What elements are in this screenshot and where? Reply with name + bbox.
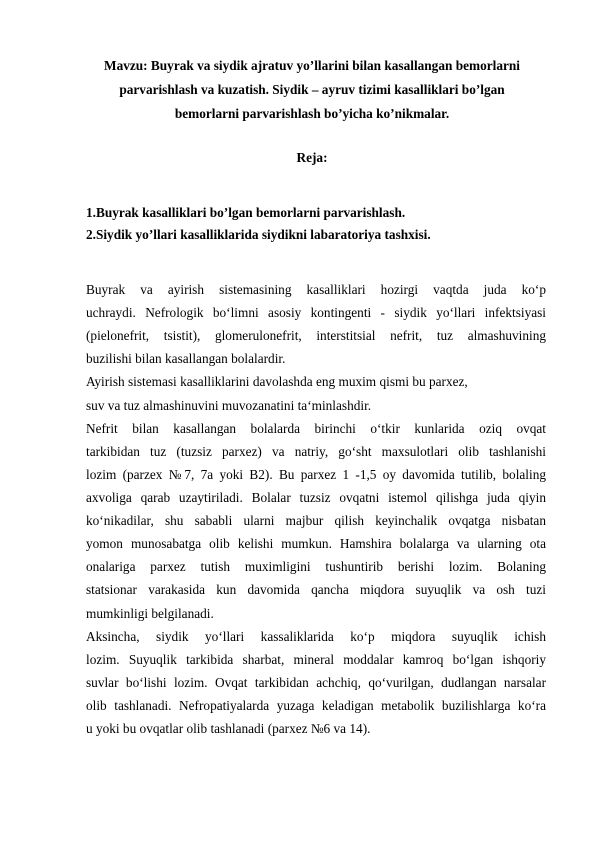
body-line: ko‘nikadilar, shu sababli ularni majbur qilish keyinchalik ovqatga nisbatan <box>86 513 546 529</box>
body-line: tarkibidan tuz (tuzsiz parxez) va natriy, go‘sht maxsulotlari olib tashlanishi <box>86 443 546 459</box>
body-line: statsionar varakasida kun davomida qancha miqdora suyuqlik va osh tuzi <box>86 582 546 598</box>
plan-list <box>86 202 431 246</box>
body-line: Buyrak va ayirish sistemasining kasalliklari hozirgi vaqtda juda ko‘p <box>86 282 546 297</box>
plan-heading: Reja: <box>296 150 328 165</box>
body-line: (pielonefrit, tsistit), glomerulonefrit, interstitsial nefrit, tuz almashuvining <box>86 328 546 344</box>
body-line: lozim (parzex №7, 7a yoki B2). Bu parxez 1 -1,5 oy davomida tutilib, bolaling <box>86 466 546 482</box>
body-line: suvlar bo‘lishi lozim. Ovqat tarkibidan achchiq, qo‘vurilgan, dudlangan narsalar <box>86 674 546 690</box>
title-line-3: bemorlarni parvarishlash bo’yicha ko’nikmalar. <box>174 106 450 121</box>
body-line: olib tashlanadi. Nefropatiyalarda yuzaga keladigan metabolik buzilishlarga ko‘ra <box>86 697 546 713</box>
title-line-1: Mavzu: Buyrak va siydik ajratuv yo’llarini bilan kasallangan bemorlarni <box>104 58 520 73</box>
body-line: uchraydi. Nefrologik bo‘limni asosiy kontingenti - siydik yo‘llari infektsiyasi <box>86 305 546 321</box>
body-line: axvoliga qarab uzaytiriladi. Bolalar tuzsiz ovqatni istemol qilishga juda qiyin <box>86 489 546 505</box>
plan-item-1: 1.Buyrak kasalliklari bo’lgan bemorlarni parvarishlash. <box>86 205 406 220</box>
plan-item-2: 2.Siydik yo’llari kasalliklarida siydikni labaratoriya tashxisi. <box>86 227 431 242</box>
title-line-2: parvarishlash va kuzatish. Siydik – ayruv tizimi kasalliklari bo’lgan <box>119 82 505 97</box>
body-line: onalariga parxez tutish muximligini tushuntirib berishi lozim. Bolaning <box>86 559 546 575</box>
body-line: Aksincha, siydik yo‘llari kassaliklarida ko‘p miqdora suyuqlik ichish <box>86 628 546 644</box>
body-line: u yoki bu ovqatlar olib tashlanadi (parxez №6 va 14). <box>86 721 371 737</box>
body-line: buzilishi bilan kasallangan bolalardir. <box>86 351 286 367</box>
body-line: mumkinligi belgilanadi. <box>86 605 214 621</box>
document-title <box>80 54 544 126</box>
body-line: lozim. Suyuqlik tarkibida sharbat, mineral moddalar kamroq bo‘lgan ishqoriy <box>86 651 546 667</box>
body-text <box>86 278 546 740</box>
body-line: suv va tuz almashinuvini muvozanatini ta‘minlashdir. <box>86 397 372 413</box>
body-line: yomon munosabatga olib kelishi mumkun. Hamshira bolalarga va ularning ota <box>86 536 546 552</box>
body-line: Nefrit bilan kasallangan bolalarda birinchi o‘tkir kunlarida oziq ovqat <box>86 420 546 436</box>
body-line: Ayirish sistemasi kasalliklarini davolashda eng muxim qismi bu parxez, <box>86 374 468 390</box>
